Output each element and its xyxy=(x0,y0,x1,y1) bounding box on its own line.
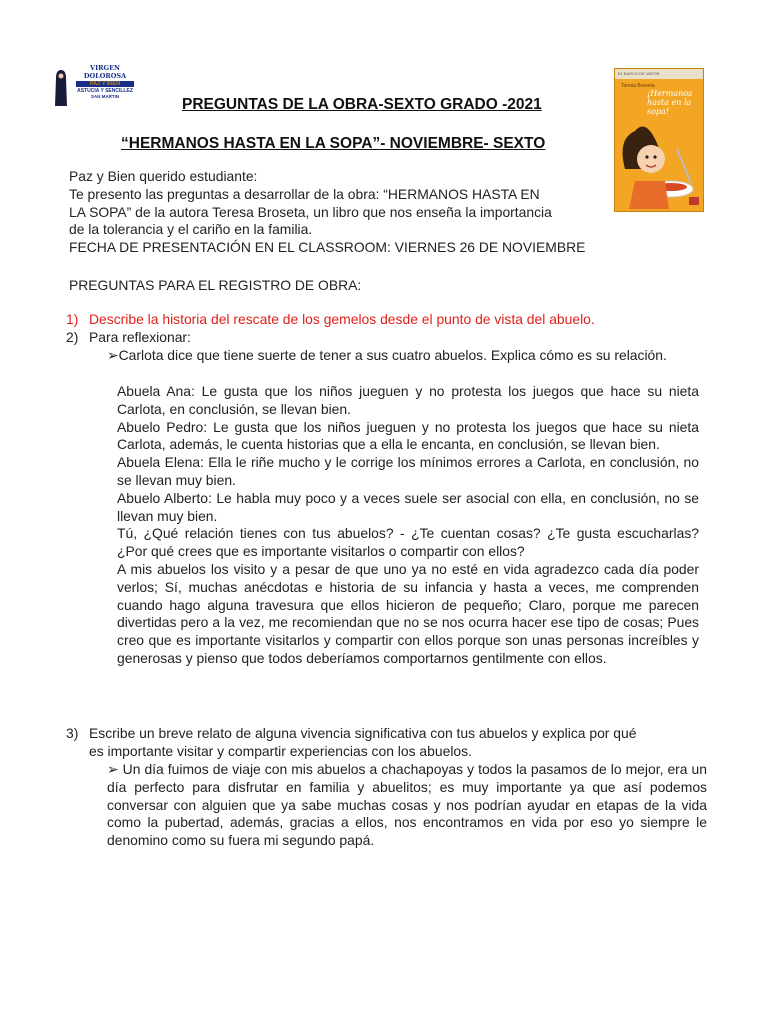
question-3-answer xyxy=(107,761,707,850)
question-text-line-2: es importante visitar y compartir experiencias con los abuelos. xyxy=(89,742,472,759)
logo-line-3: ASTUCIA Y SENCILLEZ xyxy=(77,88,133,94)
book-author: Teresa Broseta xyxy=(621,83,655,89)
question-2-answers xyxy=(117,383,699,668)
page-title: PREGUNTAS DE LA OBRA-SEXTO GRADO -2021 xyxy=(182,96,542,113)
answer-paragraph: Abuela Elena: Ella le riñe mucho y le corrige los mínimos errores a Carlota, en conclusión, no se llevan muy bien. xyxy=(117,454,699,488)
arrow-bullet-icon: ➢ xyxy=(107,347,119,363)
question-text: Escribe un breve relato de alguna vivencia significativa con tus abuelos y explica por qué xyxy=(89,725,637,741)
question-number: 3) xyxy=(66,725,79,741)
intro-line: Te presento las preguntas a desarrollar de la obra: “HERMANOS HASTA EN xyxy=(69,185,540,202)
page-subtitle: “HERMANOS HASTA EN LA SOPA”- NOVIEMBRE- SEXTO xyxy=(121,135,546,152)
intro-line: LA SOPA” de la autora Teresa Broseta, un libro que nos enseña la importancia xyxy=(69,203,552,220)
question-2-bullet xyxy=(107,347,699,365)
answer-paragraph: Abuelo Pedro: Le gusta que los niños jueguen y no protesta los juegos que hace su nieta Carlota, además, le cuenta historias que a ella le encanta, en conclusión, se llevan bien. xyxy=(117,418,699,453)
question-number: 1) xyxy=(66,311,79,327)
question-1 xyxy=(66,311,595,329)
arrow-bullet-icon: ➢ xyxy=(107,761,119,777)
answer-paragraph: Abuela Ana: Le gusta que los niños jueguen y no protesta los juegos que hace su nieta Carlota, en conclusión, se llevan bien. xyxy=(117,383,699,417)
school-logo xyxy=(54,60,132,112)
logo-line-2: PAZ Y BIEN xyxy=(76,81,134,87)
nun-emblem-icon xyxy=(54,68,68,108)
question-number: 2) xyxy=(66,329,79,345)
bullet-text: Carlota dice que tiene suerte de tener a sus cuatro abuelos. Explica cómo es su relación. xyxy=(118,347,667,363)
book-series: EL BARCO DE VAPOR xyxy=(615,69,703,79)
answer-paragraph: Abuelo Alberto: Le habla muy poco y a veces suele ser asocial con ella, en conclusión, no se llevan muy bien. xyxy=(117,489,699,524)
intro-line: de la tolerancia y el cariño en la familia. xyxy=(69,221,313,238)
question-2 xyxy=(66,329,191,347)
answer-paragraph: Tú, ¿Qué relación tienes con tus abuelos? - ¿Te cuentan cosas? ¿Te gusta escucharlas? ¿Por qué crees que es importante visitarlos o compartir con ellos? xyxy=(117,525,699,560)
logo-line-4: SAN MARTIN xyxy=(90,94,120,99)
answer-paragraph: A mis abuelos los visito y a pesar de que uno ya no esté en vida agradezco cada día poder verlos; Sí, muchas anécdotas e historia de su infancia y hasta a veces, me comprenden cuando hago alguna travesura que ellos hicieron de pequeño; Claro, porque me parecen divertidas pero a la vez, me recomiendan que no se nos ocurra hacer ese tipo de cosas; Pues creo que es importante visitarlos y compartir con ellos porque son unas personas increíbles y generosas y pienso que todos deberíamos comportarnos gentilmente con ellos. xyxy=(117,560,699,666)
intro-paragraph xyxy=(69,168,639,257)
intro-line: Paz y Bien querido estudiante: xyxy=(69,168,258,184)
section-heading: PREGUNTAS PARA EL REGISTRO DE OBRA: xyxy=(69,277,362,293)
question-text: Describe la historia del rescate de los gemelos desde el punto de vista del abuelo. xyxy=(89,311,595,327)
book-title: ¡Hermanos hasta en la sopa! xyxy=(647,89,693,116)
question-text: Para reflexionar: xyxy=(89,329,191,345)
intro-line: FECHA DE PRESENTACIÓN EN EL CLASSROOM: VIERNES 26 DE NOVIEMBRE xyxy=(69,239,586,256)
logo-line-1: VIRGEN DOLOROSA xyxy=(83,64,127,80)
question-3 xyxy=(66,725,706,761)
answer-text: Un día fuimos de viaje con mis abuelos a chachapoyas y todos la pasamos de lo mejor, era un día perfecto para disfrutar en familia y abuelitos; es muy importante ya que así podemos conversar con alguien que ya sabe muchas cosas y nos podrían ayudar en etapas de la vida como la pubertad, además, gracias a ellos, nos encontramos en vida por eso yo siempre le denomino como su fuera mi segundo papá. xyxy=(107,761,708,849)
